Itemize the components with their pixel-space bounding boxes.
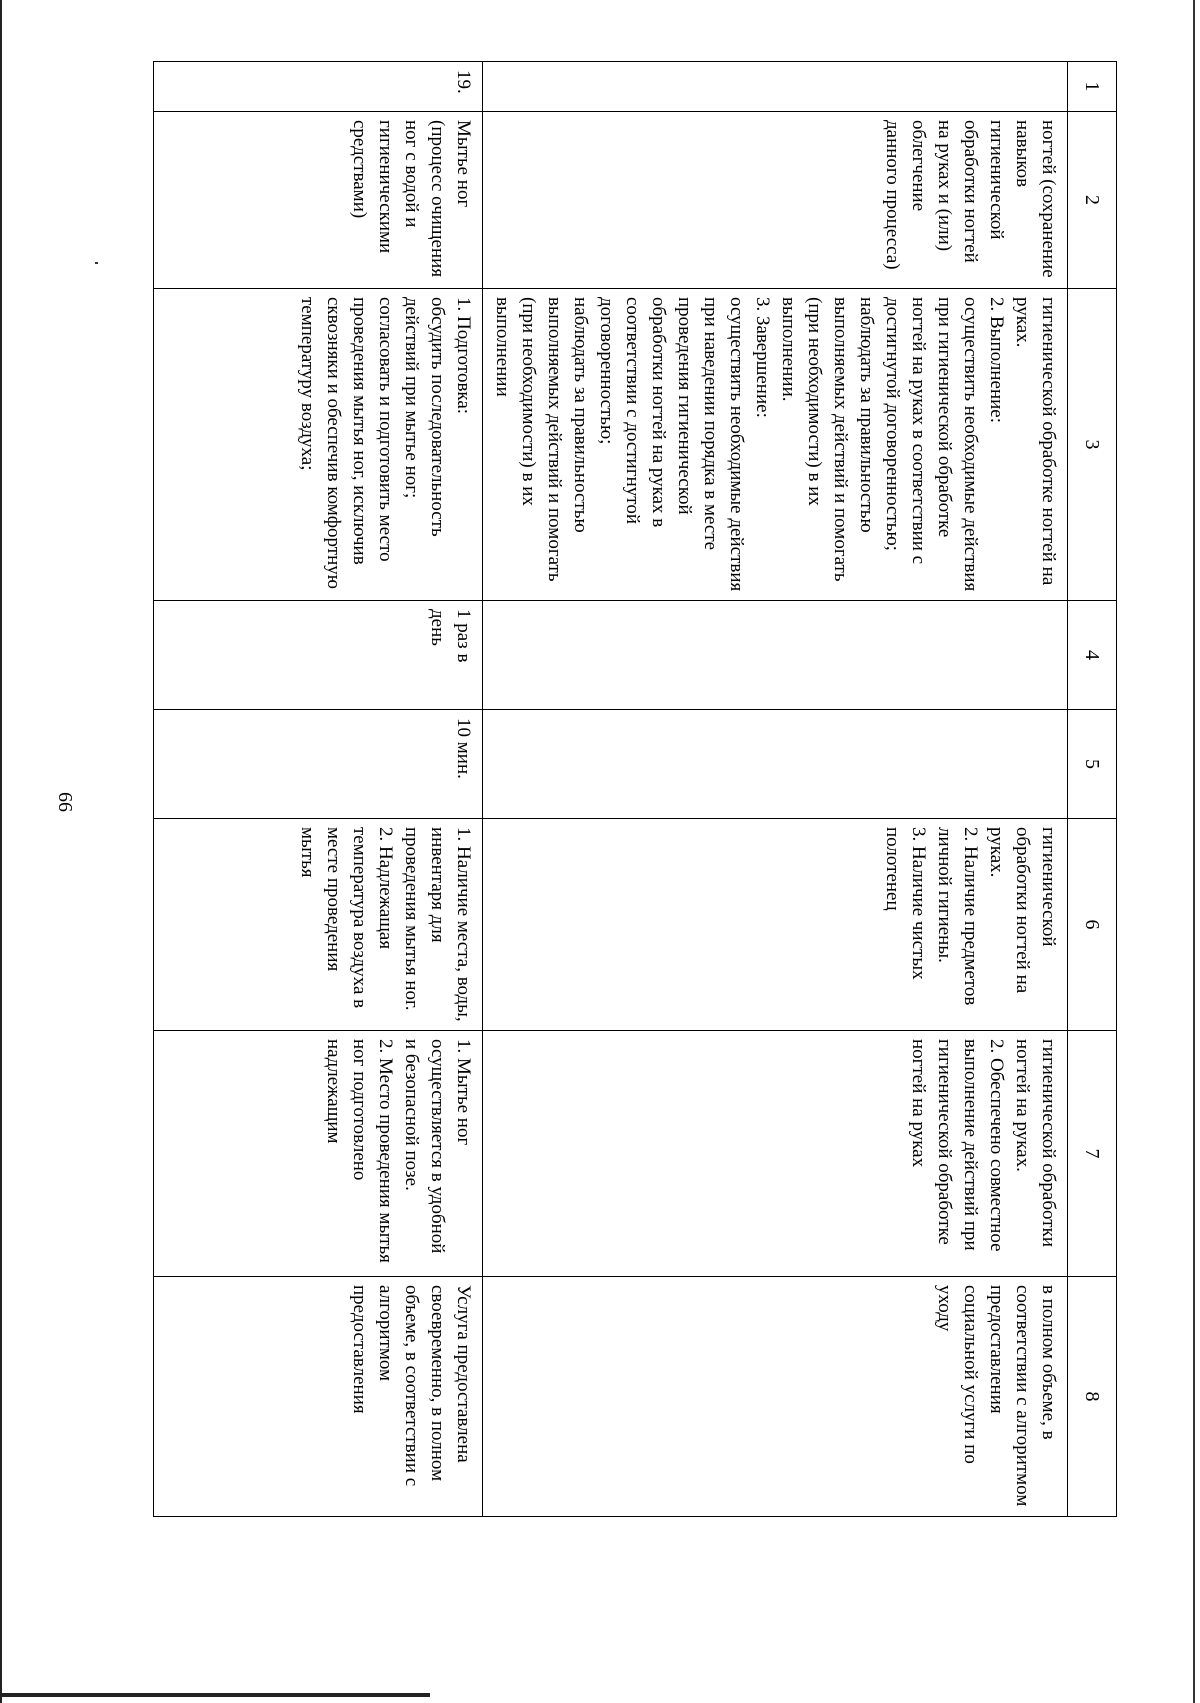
service-description: 1. Подготовка: обсудить последовательность действий при мытье ног; согласовать и подготовить место проведения мытья ног, исключив сквозняки и обеспечив комфортную температуру воздуха; — [153, 289, 482, 601]
service-table-rotated — [170, 61, 1117, 1516]
service-time: 10 мин. — [153, 710, 482, 819]
service-frequency: 1 раз в день — [153, 601, 482, 710]
header-col-6: 6 — [1067, 819, 1116, 1031]
header-col-8: 8 — [1067, 1277, 1116, 1517]
header-col-2: 2 — [1067, 112, 1116, 289]
service-table — [153, 61, 1117, 1517]
service-description: гигиенической обработке ногтей на руках. 2. Выполнение: осуществить необходимые действия при гигиенической обработке ногтей на руках в соответствии с достигнутой договоренностью; наблюдать за правильностью выполняемых действий и помогать (при необходимости) в их выполнении. 3. Завершение: осуществить необходимые действия при наведении порядка в месте проведения гигиенической обработки ногтей на руках в соответствии с достигнутой договоренностью; наблюдать за правильностью выполняемых действий и помогать (при необходимости) в их выполнении — [482, 289, 1067, 601]
scan-edge-right — [1193, 0, 1195, 1703]
row-number — [482, 62, 1067, 112]
service-indicators: 1. Мытье ног осуществляется в удобной и безопасной позе. 2. Место проведения мытья ног подготовлено надлежащим — [153, 1031, 482, 1277]
scan-speck — [95, 262, 98, 264]
service-time — [482, 710, 1067, 819]
scan-edge-bottom — [0, 1693, 430, 1697]
service-evaluation: в полном объеме, в соответствии с алгоритмом предоставления социальной услуги по уходу — [482, 1277, 1067, 1517]
service-conditions: гигиенической обработки ногтей на руках. 2. Наличие предметов личной гигиены. 3. Наличие чистых полотенец — [482, 819, 1067, 1031]
service-indicators: гигиенической обработки ногтей на руках. 2. Обеспечено совместное выполнение действий при гигиенической обработке ногтей на руках — [482, 1031, 1067, 1277]
header-col-4: 4 — [1067, 601, 1116, 710]
page-number: 66 — [54, 792, 76, 812]
header-col-3: 3 — [1067, 289, 1116, 601]
row-number: 19. — [153, 62, 482, 112]
service-name: ногтей (сохранение навыков гигиенической обработки ногтей на руках и (или) облегчение данного процесса) — [482, 112, 1067, 289]
table-row — [153, 62, 482, 1517]
service-name: Мытье ног (процесс очищения ног с водой и гигиеническими средствами) — [153, 112, 482, 289]
service-frequency — [482, 601, 1067, 710]
header-col-1: 1 — [1067, 62, 1116, 112]
header-col-5: 5 — [1067, 710, 1116, 819]
header-row — [1067, 62, 1116, 1517]
header-col-7: 7 — [1067, 1031, 1116, 1277]
table-row — [482, 62, 1067, 1517]
scan-edge-left — [0, 0, 2, 1703]
service-conditions: 1. Наличие места, воды, инвентаря для проведения мытья ног. 2. Надлежащая температура воздуха в месте проведения мытья — [153, 819, 482, 1031]
service-evaluation: Услуга предоставлена своевременно, в полном объеме, в соответствии с алгоритмом предоставления — [153, 1277, 482, 1517]
